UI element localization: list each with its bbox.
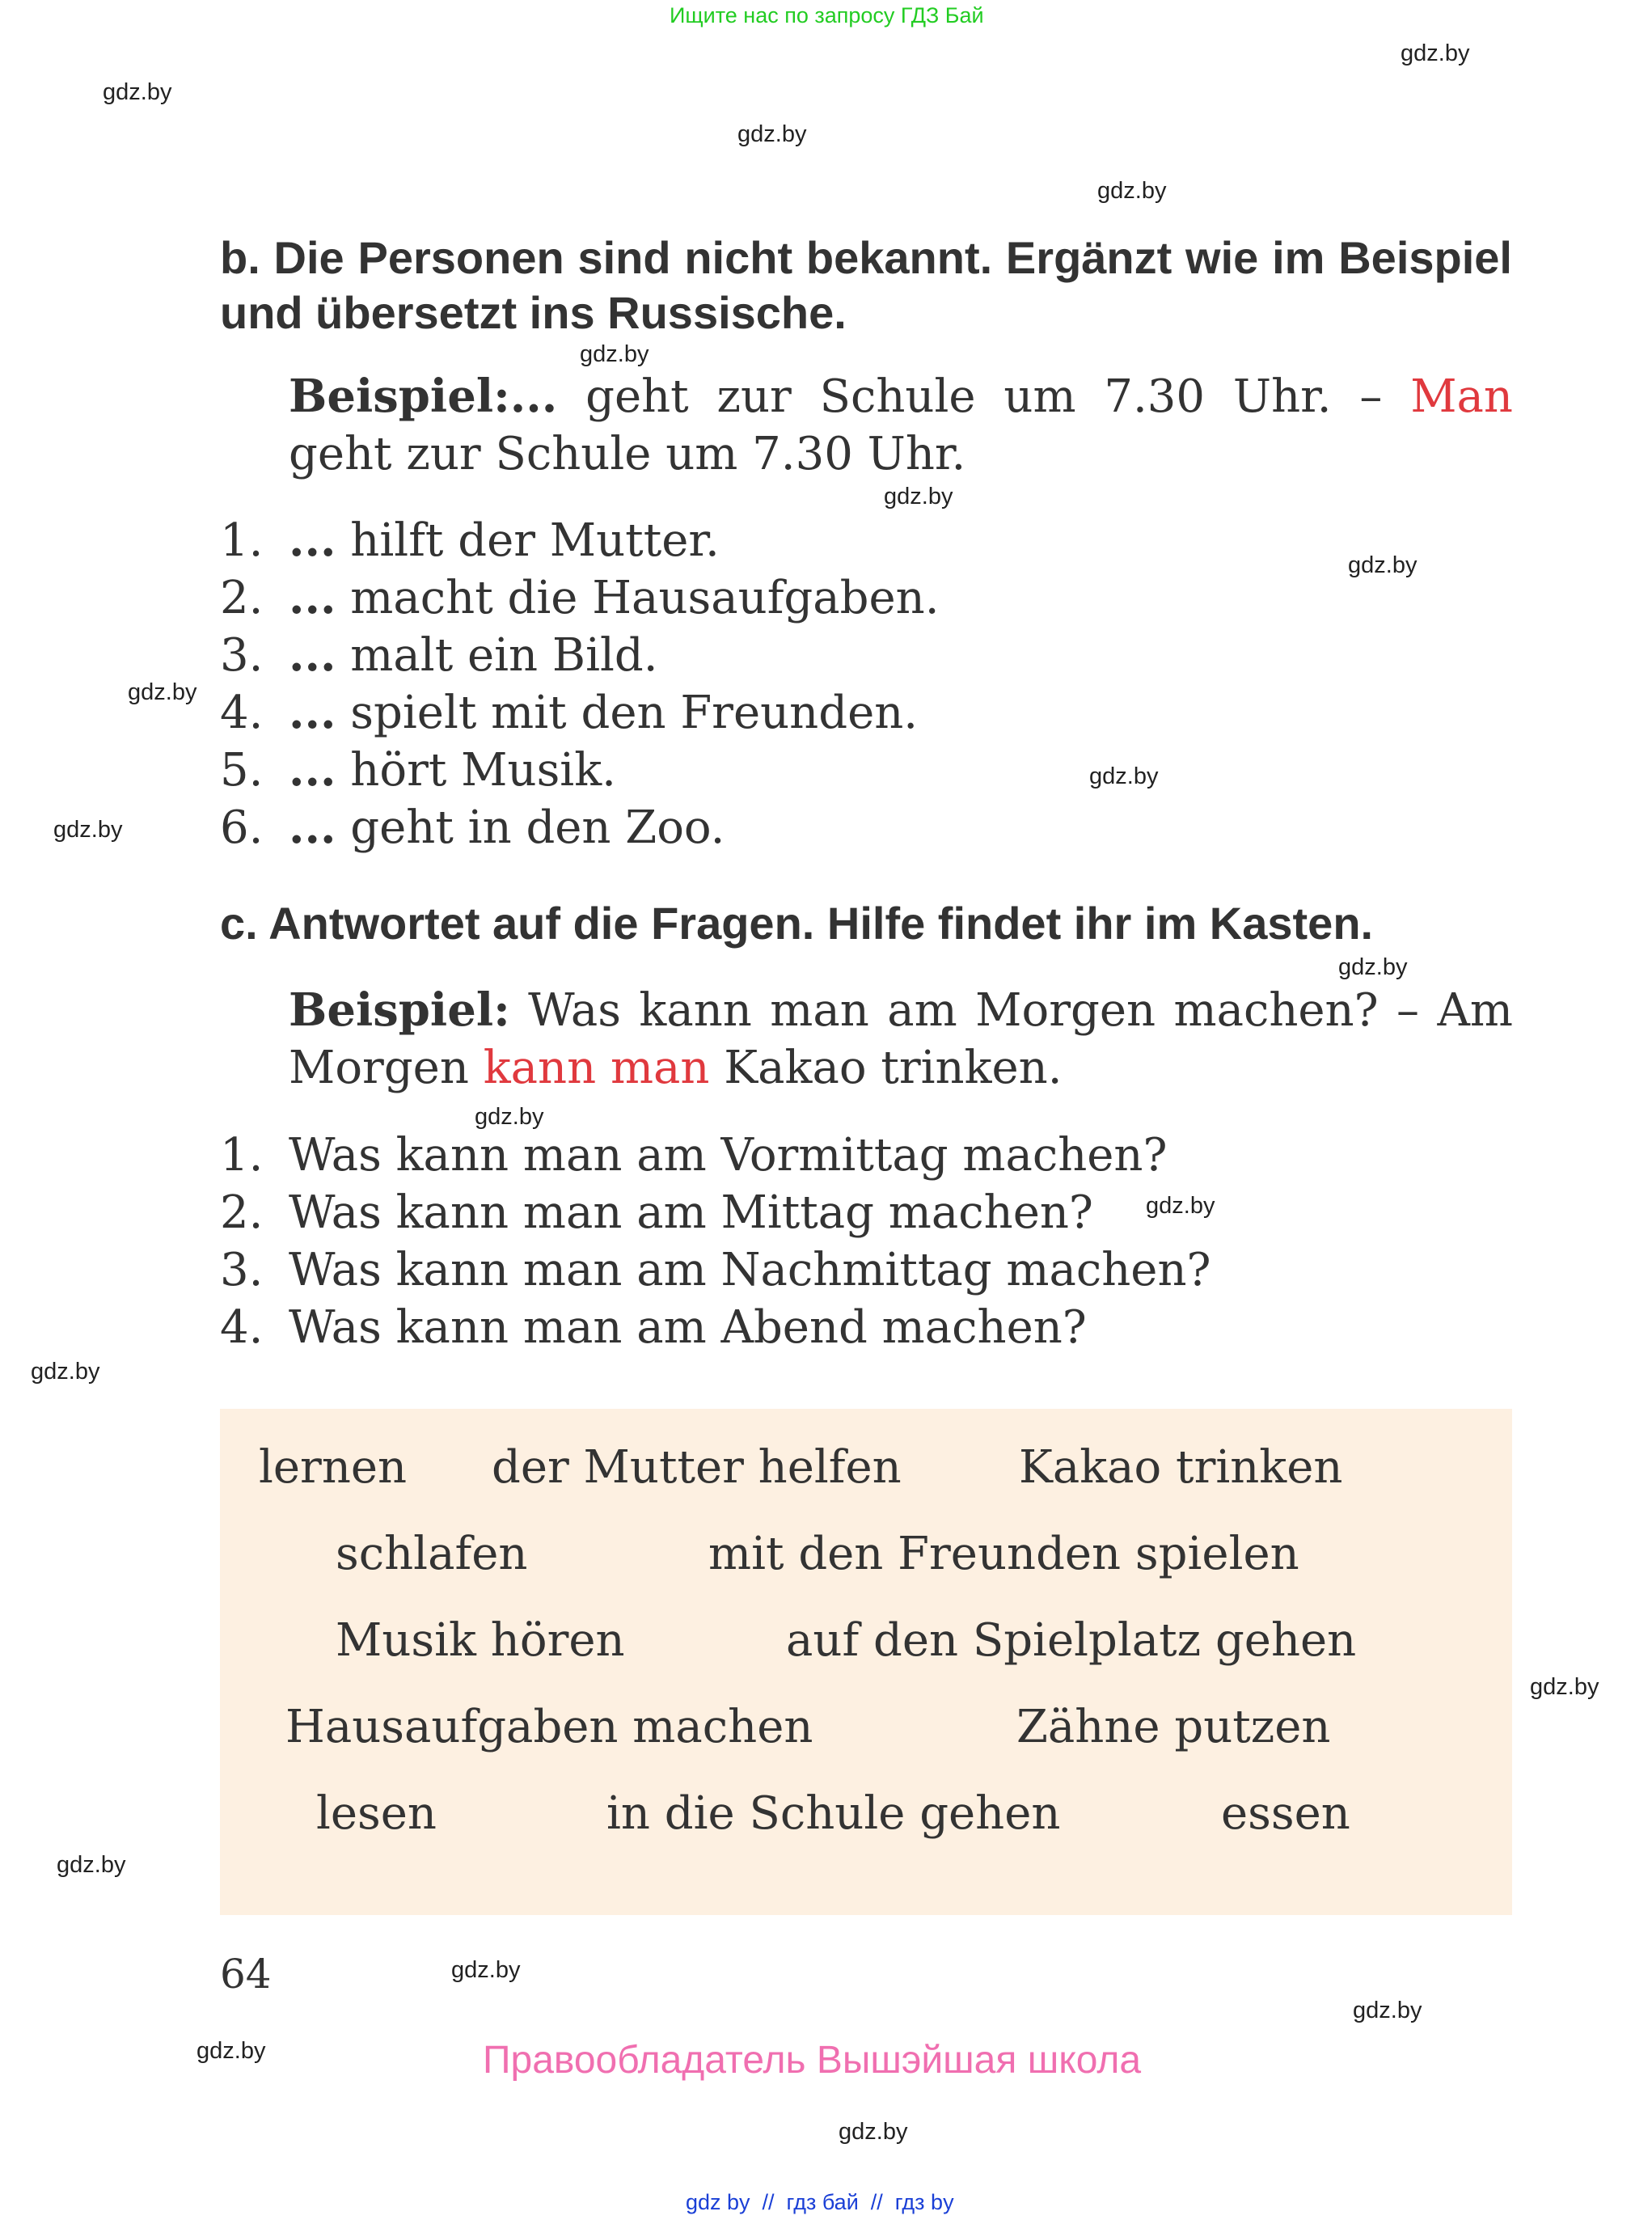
item-number: 4. <box>220 1301 264 1354</box>
item-text: macht die Hausaufgaben. <box>336 572 940 624</box>
list-item <box>220 1127 1211 1184</box>
example-text: geht zur Schule um 7.30 Uhr. <box>289 428 966 480</box>
item-text: malt ein Bild. <box>336 629 658 682</box>
list-item <box>220 1241 1211 1299</box>
watermark: gdz.by <box>475 1104 544 1130</box>
item-text: spielt mit den Freunden. <box>336 687 919 739</box>
example-label: Beispiel: <box>289 370 510 423</box>
watermark: gdz.by <box>31 1359 100 1385</box>
page-number: 64 <box>220 1951 272 1998</box>
help-word: Kakao trinken <box>1019 1441 1343 1494</box>
task-b-heading: b. Die Personen sind nicht bekannt. Ergänzt wie im Beispiel und übersetzt ins Russische. <box>220 232 1512 338</box>
watermark: gdz.by <box>1146 1193 1215 1219</box>
example-dots: ... <box>509 370 558 423</box>
item-number: 4. <box>220 687 264 739</box>
footer-links[interactable]: gdz by // гдз бай // гдз by <box>686 2190 954 2214</box>
item-text: Was kann man am Nachmittag machen? <box>289 1244 1211 1296</box>
item-text: Was kann man am Mittag machen? <box>289 1186 1093 1239</box>
example-text: Was kann man am Morgen machen? – Am Morgen <box>289 984 1513 1094</box>
help-word: lernen <box>259 1441 408 1494</box>
watermark: gdz.by <box>1401 40 1470 66</box>
item-text: Was kann man am Vormittag machen? <box>289 1129 1168 1182</box>
help-word: schlafen <box>336 1528 528 1580</box>
item-text: geht in den Zoo. <box>336 801 725 854</box>
task-b-list <box>220 512 940 856</box>
watermark: gdz.by <box>737 121 807 147</box>
item-dots: ... <box>289 686 336 739</box>
watermark: gdz.by <box>53 817 123 843</box>
list-item <box>220 569 940 627</box>
watermark: gdz.by <box>1353 1998 1422 2023</box>
list-item <box>220 512 940 569</box>
help-word: in die Schule gehen <box>606 1787 1061 1840</box>
help-word: Musik hören <box>336 1614 625 1667</box>
help-word: lesen <box>316 1787 437 1840</box>
list-item <box>220 799 940 856</box>
help-word: der Mutter helfen <box>492 1441 902 1494</box>
help-word: essen <box>1221 1787 1350 1840</box>
help-word: Zähne putzen <box>1016 1701 1331 1753</box>
item-text: hilft der Mutter. <box>336 514 720 567</box>
item-text: hört Musik. <box>336 744 616 797</box>
help-word: auf den Spielplatz gehen <box>786 1614 1357 1667</box>
item-number: 1. <box>220 1129 264 1182</box>
task-c-example <box>289 982 1513 1097</box>
item-dots: ... <box>289 743 336 797</box>
watermark: gdz.by <box>451 1957 521 1983</box>
watermark: gdz.by <box>884 484 953 509</box>
task-c-list <box>220 1127 1211 1356</box>
list-item <box>220 627 940 684</box>
watermark: gdz.by <box>128 679 197 705</box>
watermark: gdz.by <box>1338 954 1408 980</box>
help-word: Hausaufgaben machen <box>285 1701 813 1753</box>
watermark: gdz.by <box>1097 178 1167 204</box>
example-highlight: kann man <box>483 1042 710 1094</box>
item-dots: ... <box>289 571 336 624</box>
watermark: gdz.by <box>1089 763 1159 789</box>
watermark: gdz.by <box>1530 1674 1599 1700</box>
list-item <box>220 684 940 742</box>
example-label: Beispiel: <box>289 983 510 1037</box>
item-dots: ... <box>289 801 336 854</box>
example-text: geht zur Schule um 7.30 Uhr. – <box>557 370 1411 423</box>
item-number: 5. <box>220 744 264 797</box>
example-text: Kakao trinken. <box>709 1042 1063 1094</box>
top-banner: Ищите нас по запросу ГДЗ Бай <box>670 3 984 27</box>
watermark: gdz.by <box>580 341 649 367</box>
task-c-heading: c. Antwortet auf die Fragen. Hilfe findet ihr im Kasten. <box>220 898 1374 949</box>
watermark: gdz.by <box>57 1852 126 1878</box>
help-word: mit den Freunden spielen <box>708 1528 1299 1580</box>
task-b-example <box>289 368 1513 483</box>
list-item <box>220 742 940 799</box>
item-number: 3. <box>220 1244 264 1296</box>
watermark: gdz.by <box>196 2038 266 2064</box>
item-number: 1. <box>220 514 264 567</box>
watermark: gdz.by <box>839 2119 908 2145</box>
item-number: 2. <box>220 1186 264 1239</box>
item-number: 3. <box>220 629 264 682</box>
item-number: 6. <box>220 801 264 854</box>
help-box <box>220 1409 1512 1915</box>
item-dots: ... <box>289 514 336 567</box>
list-item <box>220 1299 1211 1356</box>
item-text: Was kann man am Abend machen? <box>289 1301 1087 1354</box>
copyright-owner: Правообладатель Вышэйшая школа <box>483 2039 1142 2082</box>
watermark: gdz.by <box>1348 552 1418 578</box>
example-highlight: Man <box>1410 370 1513 423</box>
watermark: gdz.by <box>103 79 172 105</box>
item-number: 2. <box>220 572 264 624</box>
list-item <box>220 1184 1211 1241</box>
item-dots: ... <box>289 628 336 682</box>
